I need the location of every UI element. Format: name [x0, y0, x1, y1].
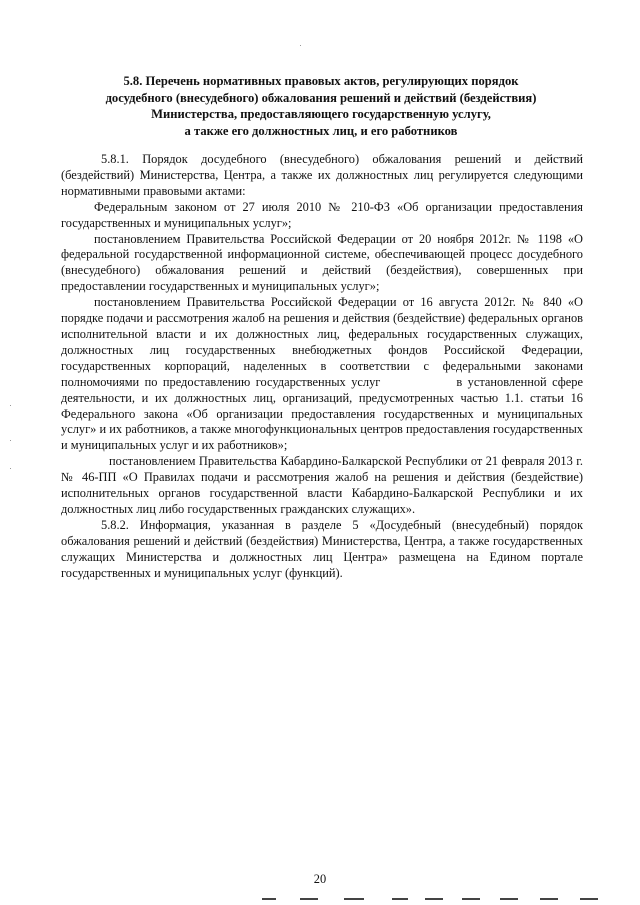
scan-edge-mark [580, 898, 598, 900]
paragraph-5-8-1: 5.8.1. Порядок досудебного (внесудебного) обжалования решений и действий (бездействий) Министерства, Центра, а также их должностных лиц регулируется следующими нормативными правовыми актами: [61, 152, 583, 198]
section-heading [60, 73, 582, 139]
scan-edge-mark [344, 898, 364, 900]
heading-line-4: а также его должностных лиц, и его работников [184, 123, 458, 138]
paragraph-5-8-2: 5.8.2. Информация, указанная в разделе 5 «Досудебный (внесудебный) порядок обжалования решений и действий (бездействия) Министерства, Центра, а также государственных служащих Министерства и должностных лиц Центра» размещена на Едином портале государственных и муниципальных услуг (функций). [61, 517, 583, 580]
heading-line-1: 5.8. Перечень нормативных правовых актов, регулирующих порядок [123, 74, 519, 88]
heading-line-3: Министерства, предоставляющего государственную услугу, [151, 107, 491, 122]
scan-edge-mark [462, 898, 480, 900]
page-number: 20 [313, 872, 327, 886]
paragraph-resolution-46pp: постановлением Правительства Кабардино-Балкарской Республики от 21 февраля 2013 г. № 46-ПП «О Правилах подачи и рассмотрения жалоб на решения и действия (бездействие) исполнительных органов государственной власти Кабардино-Балкарской Республики и их должностных лиц либо государственных гражданских служащих». [61, 454, 583, 516]
scan-edge-mark [540, 898, 558, 900]
scan-edge-mark [300, 898, 318, 900]
scan-speck [10, 405, 11, 406]
paragraph-federal-law: Федеральным законом от 27 июля 2010 № 210-ФЗ «Об организации предоставления государственных и муниципальных услуг»; [61, 199, 583, 230]
scan-speck [300, 45, 301, 46]
scan-speck [10, 468, 11, 469]
scan-edge-mark [262, 898, 276, 900]
paragraph-resolution-840-part-1: постановлением Правительства Российской Федерации от 16 августа 2012г. № 840 «О порядке подачи и рассмотрения жалоб на решения и действия (бездействие) федеральных органов исполнительной власти и их должностных лиц, федеральных государственных служащих, должностных лиц государственных внебюджетных фондов Российской Федерации, государственных корпораций, наделенных в соответствии с федеральными законами полномочиями по предоставлению государственных услуг [61, 295, 583, 389]
paragraph-resolution-840 [61, 295, 583, 454]
paragraph-resolution-840-part-2: в установленной сфере деятельности, и их должностных лиц, организаций, предусмотренных частью 1.1. статьи 16 Федерального закона «Об организации предоставления государственных и муниципальных услуг» и их работников, а также многофункциональных центров предоставления государственных и муниципальных услуг и их работников»; [61, 374, 584, 453]
scan-speck [10, 440, 11, 441]
document-body [61, 152, 583, 581]
scan-edge-mark [425, 898, 443, 900]
heading-line-2: досудебного (внесудебного) обжалования решений и действий (бездействия) [105, 90, 537, 105]
scan-edge-mark [500, 898, 518, 900]
scan-edge-mark [392, 898, 408, 900]
paragraph-resolution-1198: постановлением Правительства Российской Федерации от 20 ноября 2012г. № 1198 «О федеральной государственной информационной системе, обеспечивающей процесс досудебного (внесудебного) обжалования решений и действий (бездействия), совершенных при предоставлении государственных и муниципальных услуг»; [61, 231, 583, 294]
